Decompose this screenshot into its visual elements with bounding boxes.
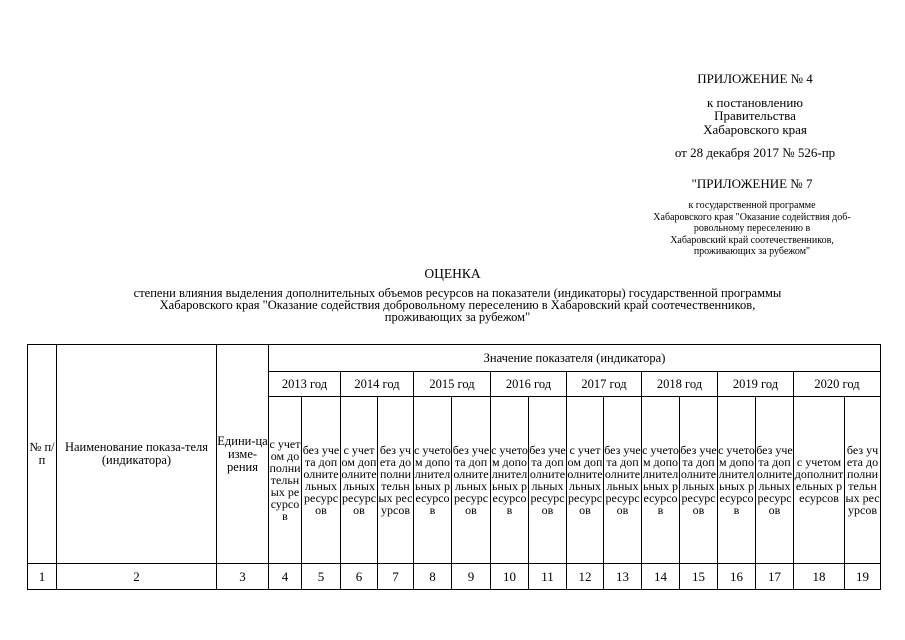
header-row-number: № п/п — [28, 345, 57, 564]
column-number: 15 — [680, 564, 718, 590]
appendix-4-line: Правительства — [714, 108, 796, 123]
description-line: Хабаровского края "Оказание содействия добровольному переселению в Хабаровский край соотечественников, — [159, 298, 756, 312]
column-number: 17 — [756, 564, 794, 590]
column-number: 5 — [302, 564, 341, 590]
header-unit: Едини-ца изме-рения — [217, 345, 269, 564]
with-additional-resources-header: с учетом дополнительных ресурсов — [491, 397, 529, 564]
year-header: 2013 год — [269, 372, 341, 397]
column-number: 10 — [491, 564, 529, 590]
column-number: 8 — [414, 564, 452, 590]
without-additional-resources-header: без учета дополнительных ресурсов — [680, 397, 718, 564]
with-additional-resources-header: с учетом дополнительных ресурсов — [269, 397, 302, 564]
description-line: степени влияния выделения дополнительных объемов ресурсов на показатели (индикаторы) государственной программы — [133, 286, 782, 300]
column-number: 3 — [217, 564, 269, 590]
column-number: 4 — [269, 564, 302, 590]
column-number: 12 — [567, 564, 604, 590]
appendix-7-block — [620, 177, 884, 258]
with-additional-resources-header: с учетом дополнительных ресурсов — [642, 397, 680, 564]
without-additional-resources-header: без учета дополнительных ресурсов — [302, 397, 341, 564]
year-header: 2019 год — [718, 372, 794, 397]
year-header: 2014 год — [341, 372, 414, 397]
document-description — [40, 287, 875, 323]
without-additional-resources-header: без учета дополнительных ресурсов — [378, 397, 414, 564]
column-number: 6 — [341, 564, 378, 590]
appendix-7-line: к государственной программе — [688, 200, 816, 211]
appendix-4-date: от 28 декабря 2017 № 526-пр — [674, 145, 836, 160]
without-additional-resources-header: без учета дополнительных ресурсов — [845, 397, 881, 564]
column-number: 14 — [642, 564, 680, 590]
appendix-4-line: к постановлению — [706, 94, 804, 110]
with-additional-resources-header: с учетом дополнительных ресурсов — [414, 397, 452, 564]
header-indicator-value: Значение показателя (индикатора) — [269, 345, 881, 372]
column-number: 1 — [28, 564, 57, 590]
appendix-7-line: ровольному переселению в — [693, 223, 811, 234]
column-number: 2 — [57, 564, 217, 590]
appendix-7-line: Хабаровский край соотечественников, — [670, 234, 834, 246]
appendix-4-block — [600, 72, 905, 160]
year-header: 2020 год — [794, 372, 881, 397]
appendix-4-title: ПРИЛОЖЕНИЕ № 4 — [697, 71, 813, 86]
header-indicator-name: Наименование показа-теля (индикатора) — [57, 345, 217, 564]
without-additional-resources-header: без учета дополнительных ресурсов — [604, 397, 642, 564]
without-additional-resources-header: без учета дополнительных ресурсов — [756, 397, 794, 564]
appendix-4-line: Хабаровского края — [703, 121, 807, 137]
column-number: 19 — [845, 564, 881, 590]
year-header: 2015 год — [414, 372, 491, 397]
column-number: 9 — [452, 564, 491, 590]
year-header: 2018 год — [642, 372, 718, 397]
appendix-7-line: проживающих за рубежом" — [693, 246, 811, 257]
without-additional-resources-header: без учета дополнительных ресурсов — [529, 397, 567, 564]
appendix-7-title: "ПРИЛОЖЕНИЕ № 7 — [691, 176, 813, 191]
document-heading: ОЦЕНКА — [424, 266, 481, 281]
year-header: 2016 год — [491, 372, 567, 397]
year-header: 2017 год — [567, 372, 642, 397]
without-additional-resources-header: без учета дополнительных ресурсов — [452, 397, 491, 564]
with-additional-resources-header: с учетом дополнительных ресурсов — [718, 397, 756, 564]
column-number: 11 — [529, 564, 567, 590]
with-additional-resources-header: с учетом дополнительных ресурсов — [341, 397, 378, 564]
column-number: 16 — [718, 564, 756, 590]
column-number: 13 — [604, 564, 642, 590]
with-additional-resources-header: с учетом дополнительных ресурсов — [794, 397, 845, 564]
indicator-table — [27, 344, 881, 590]
description-line: проживающих за рубежом" — [384, 310, 531, 324]
column-number: 7 — [378, 564, 414, 590]
with-additional-resources-header: с учетом дополнительных ресурсов — [567, 397, 604, 564]
appendix-7-line: Хабаровского края "Оказание содействия доб- — [653, 211, 851, 223]
column-number: 18 — [794, 564, 845, 590]
